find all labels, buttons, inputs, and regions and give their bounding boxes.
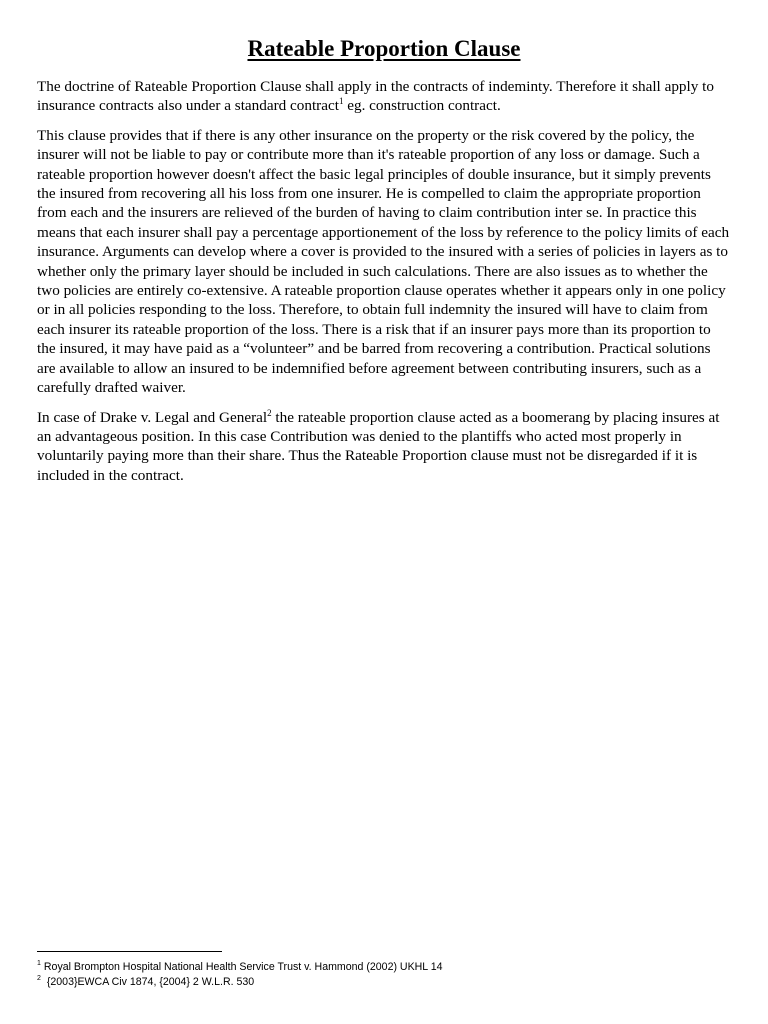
footnote-1-text: Royal Brompton Hospital National Health Service Trust v. Hammond (2002) UKHL 14: [43, 961, 443, 973]
footnote-1: [37, 960, 731, 975]
paragraph-drake-case-text-end: the rateable proportion clause acted as a boomerang by placing insures at an advantageous position. In this case Contribution was denied to the plantiffs who acted most properly in voluntarily paying more than their share. Thus the Rateable Proportion clause must not be disregarded if it is included in the contract.: [37, 408, 720, 484]
footnote-2: [37, 975, 731, 990]
paragraph-doctrine: [37, 77, 731, 116]
paragraph-drake-case-text: In case of Drake v. Legal and General: [37, 408, 268, 426]
footnote-ref-2[interactable]: 2: [267, 407, 272, 418]
paragraph-doctrine-text: The doctrine of Rateable Proportion Clause shall apply in the contracts of indeminty. Therefore it shall apply to insurance contracts also under a standard contract: [37, 78, 714, 115]
document-body: [37, 77, 731, 495]
paragraph-doctrine-text-end: eg. construction contract.: [343, 97, 501, 115]
footnotes: [37, 960, 731, 990]
footnote-2-mark: 2: [37, 975, 41, 983]
paragraph-drake-case: [37, 408, 731, 486]
footnote-ref-1[interactable]: 1: [338, 96, 344, 107]
paragraph-clause-explanation: This clause provides that if there is any other insurance on the property or the risk covered by the policy, the insurer will not be liable to pay or contribute more than it's rateable proportion of any loss or damage. Such a rateable proportion however doesn't affect the basic legal principles of double insurance, but it simply prevents the insured from recovering all his loss from one insurer. He is compelled to claim the appropriate proportion from each and the insurers are relieved of the burden of having to claim contribution inter se. In practice this means that each insurer shall pay a percentage apportionement of the loss by reference to the policy limits of each insurance. Arguments can develop where a cover is provided to the insured with a series of policies in layers as to whether only the primary layer should be included in such calculations. There are also issues as to whether the two policies are entirely co-extensive. A rateable proportion clause operates whether it appears only in one policy or in all policies responding to the loss. Therefore, to obtain full indemnity the insured will have to claim from each insurer its rateable proportion of the loss. There is a risk that if an insurer pays more than its proportion to the insured, it may have paid as a “volunteer” and be barred from recovering a contribution. Practical solutions are available to allow an insured to be indemnified before agreement between contributing insurers, such as a carefully drafted waiver.: [37, 126, 730, 397]
footnote-2-text: {2003}EWCA Civ 1874, {2004} 2 W.L.R. 530: [43, 976, 255, 988]
page-title: Rateable Proportion Clause: [247, 36, 521, 61]
footnote-divider: [37, 951, 222, 952]
footnote-1-mark: 1: [37, 960, 41, 968]
